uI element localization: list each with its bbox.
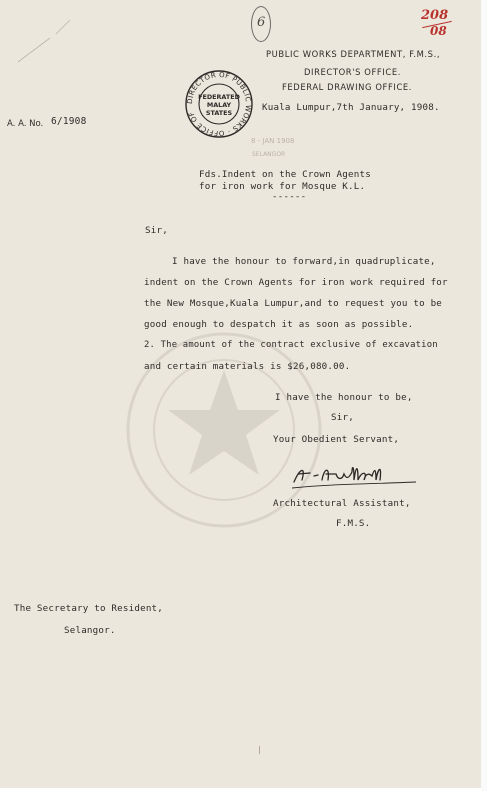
- body-line-4: good enough to despatch it as soon as possible.: [144, 319, 414, 330]
- closing-line-2: Sir,: [331, 412, 354, 423]
- circled-number: 6: [257, 15, 266, 30]
- subject-underline: ------: [272, 191, 307, 202]
- body-line-6: and certain materials is $26,080.00.: [144, 361, 351, 372]
- body-line-2: indent on the Crown Agents for iron work required for: [144, 277, 448, 288]
- closing-line-1: I have the honour to be,: [275, 392, 413, 403]
- addressee-line-2: Selangor.: [64, 625, 116, 636]
- body-line-3: the New Mosque,Kuala Lumpur,and to request you to be: [144, 298, 443, 309]
- received-stamp-place: SELANGOR: [252, 151, 286, 158]
- salutation: Sir,: [145, 225, 168, 236]
- reference-label: A. A. No.: [7, 119, 44, 129]
- subject-line-1: Fds.Indent on the Crown Agents: [199, 169, 371, 180]
- signer-title: Architectural Assistant,: [273, 498, 411, 509]
- closing-line-3: Your Obedient Servant,: [273, 434, 400, 445]
- handwritten-signature: [290, 458, 420, 494]
- signer-organisation: F.M.S.: [336, 518, 371, 529]
- letterhead-drawing-office: FEDERAL DRAWING OFFICE.: [282, 82, 413, 92]
- svg-text:FEDERATED: FEDERATED: [198, 93, 240, 101]
- place-date: Kuala Lumpur,7th January, 1908.: [262, 102, 440, 113]
- circled-mark: [251, 6, 271, 42]
- letterhead-office: DIRECTOR'S OFFICE.: [304, 67, 401, 77]
- body-line-5: 2. The amount of the contract exclusive of excavation: [144, 340, 438, 350]
- office-seal-stamp: [184, 69, 254, 139]
- received-stamp-date: 8 - JAN 1908: [251, 137, 295, 145]
- svg-text:DIRECTOR OF PUBLIC WORKS · OFF: DIRECTOR OF PUBLIC WORKS · OFFICE OF: [185, 70, 253, 138]
- letterhead-department: PUBLIC WORKS DEPARTMENT, F.M.S.,: [266, 49, 441, 59]
- reference-number: 6/1908: [51, 116, 87, 127]
- pencil-mark-icon: [14, 8, 74, 68]
- svg-text:MALAY: MALAY: [206, 101, 232, 109]
- pencil-tick: [259, 746, 263, 754]
- body-line-1: I have the honour to forward,in quadruplicate,: [172, 256, 436, 267]
- addressee-line-1: The Secretary to Resident,: [14, 603, 164, 614]
- folio-number-top: 208: [421, 8, 449, 23]
- subject-line-2: for iron work for Mosque K.L.: [199, 181, 366, 192]
- folio-number-bottom: 08: [430, 24, 447, 38]
- svg-text:STATES: STATES: [205, 109, 233, 117]
